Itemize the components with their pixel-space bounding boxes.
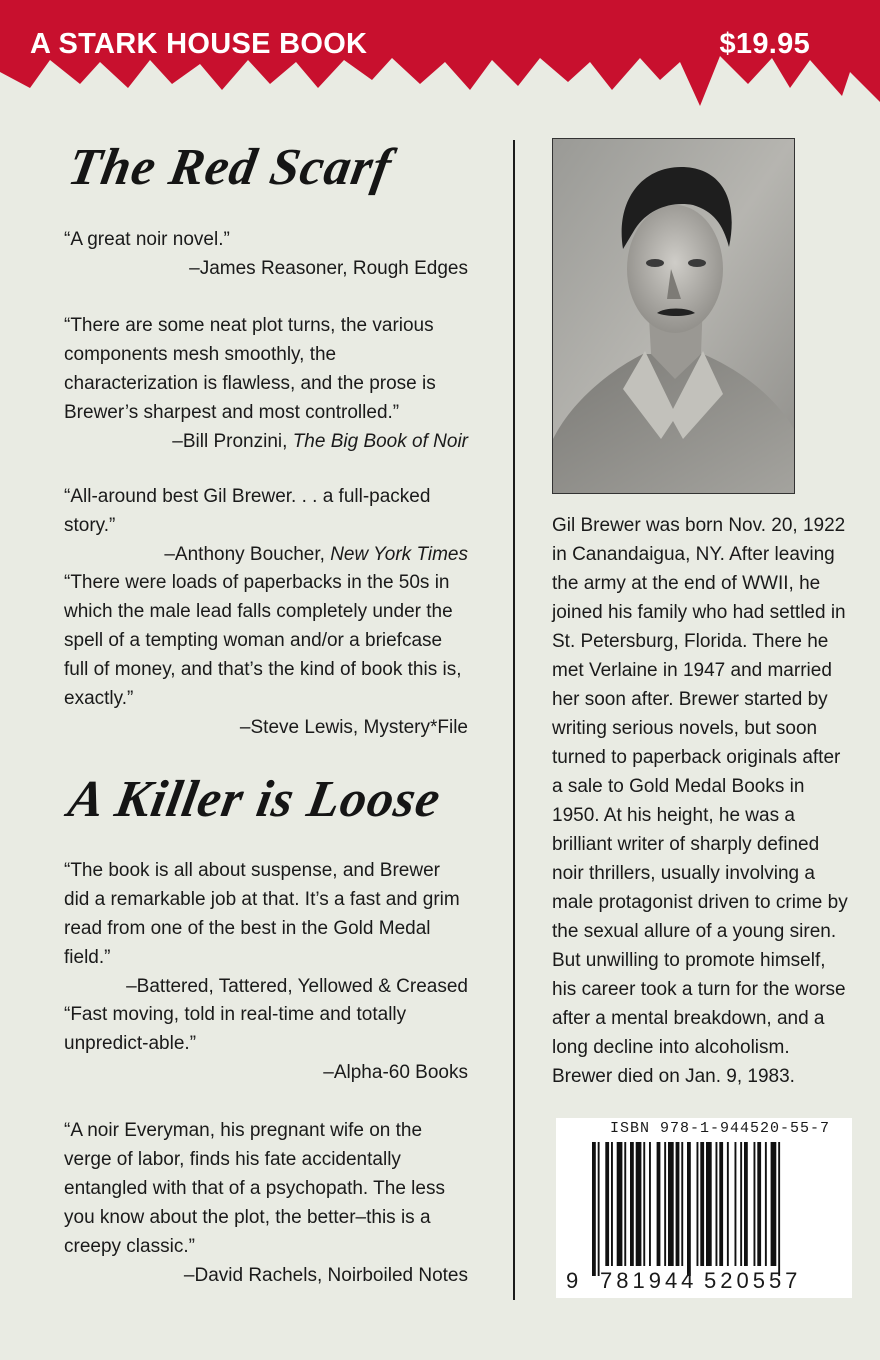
barcode-bar (757, 1142, 761, 1266)
barcode-bar (636, 1142, 642, 1266)
quote-attribution (64, 1261, 468, 1290)
isbn-label: ISBN 978-1-944520-55-7 (610, 1120, 831, 1137)
author-bio: Gil Brewer was born Nov. 20, 1922 in Canandaigua, NY. After leaving the army at the end of WWII, he joined his family who had settled in St. Petersburg, Florida. There he met Verlaine in 1947 and married her soon after. Brewer started by writing serious novels, but soon turned to paperback originals after a sale to Gold Medal Books in 1950. At his height, he was a brilliant writer of sharply defined noir thrillers, usually involving a male protagonist driven to crime by the sexual allure of a young siren. But unwilling to promote himself, his career took a turn for the worse after a mental breakdown, and a long decline into alcoholism. Brewer died on Jan. 9, 1983. (552, 515, 848, 1087)
quote-author: –Steve Lewis, Mystery*File (239, 717, 468, 738)
quote-author: –Anthony Boucher, (164, 544, 331, 565)
quote-text: “There are some neat plot turns, the various components mesh smoothly, the characterization is flawless, and the prose is Brewer’s sharpest and most controlled.” (64, 315, 436, 423)
barcode-bar (643, 1142, 645, 1266)
quote-source: New York Times (330, 544, 468, 565)
barcode-bar (697, 1142, 699, 1266)
quote-attribution (64, 254, 468, 283)
barcode-bar (624, 1142, 626, 1266)
review-quote (64, 311, 468, 456)
barcode-bar (630, 1142, 634, 1266)
barcode-bar (754, 1142, 756, 1266)
barcode-bar (735, 1142, 737, 1266)
barcode-bar (664, 1142, 666, 1266)
isbn-barcode (556, 1118, 852, 1298)
column-divider (513, 140, 515, 1300)
review-quote (64, 482, 468, 569)
quote-text: “A great noir novel.” (64, 229, 230, 250)
barcode-bar (687, 1142, 691, 1276)
publisher-label: A STARK HOUSE BOOK (30, 28, 368, 60)
barcode-bar (617, 1142, 623, 1266)
top-banner (0, 0, 880, 115)
barcode-bar (700, 1142, 704, 1266)
barcode-bar (771, 1142, 777, 1266)
barcode-bar (727, 1142, 729, 1266)
barcode-bar (681, 1142, 683, 1266)
review-quote (64, 1116, 468, 1290)
barcode-bar (706, 1142, 712, 1266)
barcode-bar (611, 1142, 613, 1266)
quote-author: –James Reasoner, Rough Edges (189, 258, 468, 279)
quote-author: –Battered, Tattered, Yellowed & Creased (126, 976, 468, 997)
quote-author: –David Rachels, Noirboiled Notes (183, 1265, 468, 1286)
review-quote (64, 568, 468, 742)
quote-attribution (64, 713, 468, 742)
quote-text: “Fast moving, told in real-time and totally unpredict-able.” (64, 1004, 407, 1054)
author-portrait-illustration (553, 139, 794, 493)
quote-text: “There were loads of paperbacks in the 50s in which the male lead falls completely under the spell of a tempting woman and/or a briefcase full of money, and that’s the kind of book this is, exactly.” (64, 572, 462, 709)
author-photo (552, 138, 795, 494)
barcode-bar (649, 1142, 651, 1266)
barcode-digits-right: 520557 (704, 1268, 802, 1293)
barcode-bar (740, 1142, 742, 1266)
barcode-bar (657, 1142, 661, 1266)
barcode-bar (668, 1142, 674, 1266)
book-title-killer-is-loose: A Killer is Loose (64, 771, 446, 828)
quote-attribution (64, 427, 468, 456)
barcode-bar (778, 1142, 780, 1276)
review-quote (64, 225, 468, 283)
barcode-bar (765, 1142, 767, 1266)
review-quote (64, 856, 468, 1001)
barcode-bar (716, 1142, 718, 1266)
barcode-bar (598, 1142, 600, 1276)
quote-attribution (64, 540, 468, 569)
book-title-red-scarf: The Red Scarf (64, 139, 397, 196)
barcode-digit-first: 9 (566, 1268, 579, 1293)
quote-attribution (64, 1058, 468, 1087)
quote-author: –Alpha-60 Books (323, 1062, 468, 1083)
barcode-bar (592, 1142, 596, 1276)
barcode-bar (719, 1142, 723, 1266)
quote-text: “The book is all about suspense, and Brewer did a remarkable job at that. It’s a fast and grim read from one of the best in the Gold Medal field.” (64, 860, 460, 968)
barcode-bar (605, 1142, 609, 1266)
barcode-bar (676, 1142, 680, 1266)
quote-source: The Big Book of Noir (292, 431, 468, 452)
quote-text: “All-around best Gil Brewer. . . a full-packed story.” (64, 486, 431, 536)
barcode-digits-left: 781944 (600, 1268, 698, 1293)
barcode-bar (744, 1142, 748, 1266)
quote-text: “A noir Everyman, his pregnant wife on the verge of labor, finds his fate accidentally entangled with that of a psychopath. The less you know about the plot, the better–this is a creepy classic.” (64, 1120, 445, 1257)
price-label: $19.95 (719, 28, 810, 60)
review-quote (64, 1000, 468, 1087)
quote-attribution (64, 972, 468, 1001)
quote-author: –Bill Pronzini, (172, 431, 293, 452)
